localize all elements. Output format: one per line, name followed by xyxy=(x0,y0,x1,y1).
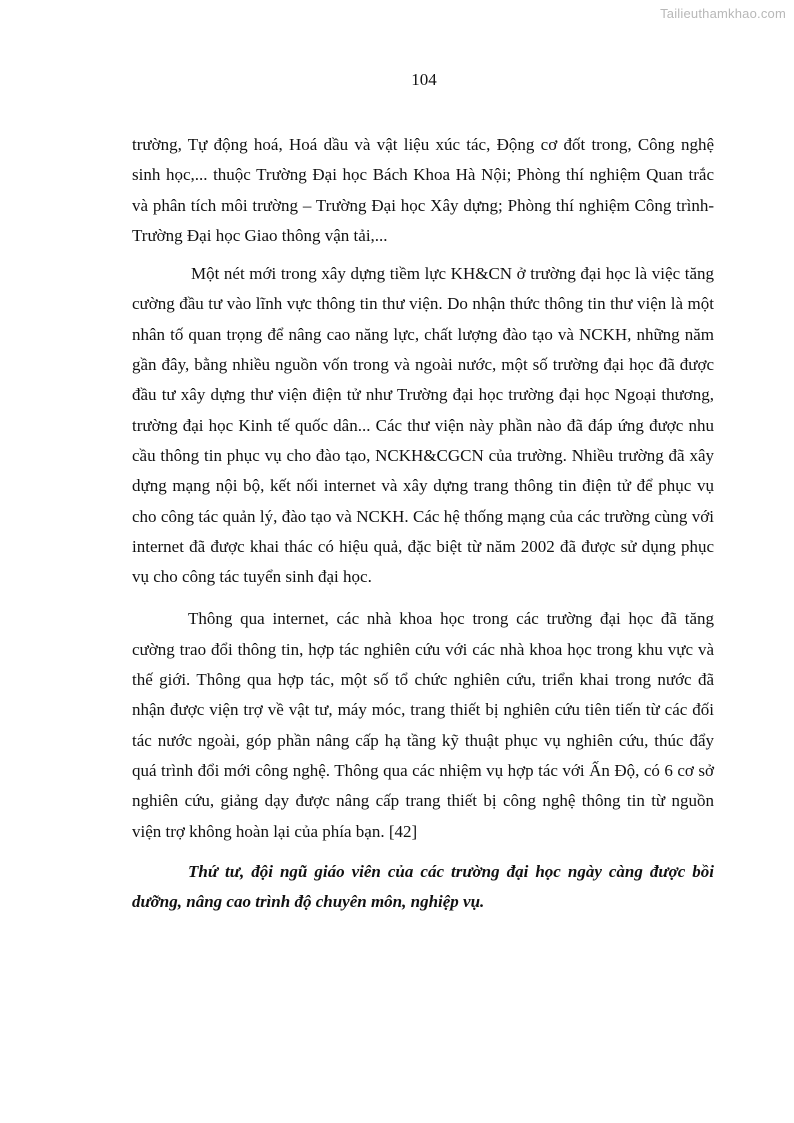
page-number: 104 xyxy=(411,70,437,89)
paragraph-continued: trường, Tự động hoá, Hoá dầu và vật liệu xúc tác, Động cơ đốt trong, Công nghệ sinh học,... thuộc Trường Đại học Bách Khoa Hà Nội; Phòng thí nghiệm Quan trắc và phân tích môi trường – Trường Đại học Xây dựng; Phòng thí nghiệm Công trình- Trường Đại học Giao thông vận tải,... xyxy=(132,135,714,245)
paragraph-internet-cooperation: Thông qua internet, các nhà khoa học trong các trường đại học đã tăng cường trao đổi thông tin, hợp tác nghiên cứu với các nhà khoa học trong khu vực và thế giới. Thông qua hợp tác, một số tổ chức nghiên cứu, triển khai trong nước đã nhận được viện trợ về vật tư, máy móc, trang thiết bị nghiên cứu tiên tiến từ các đối tác nước ngoài, góp phần nâng cấp hạ tầng kỹ thuật phục vụ nghiên cứu, thúc đẩy quá trình đổi mới công nghệ. Thông qua các nhiệm vụ hợp tác với Ấn Độ, có 6 cơ sở nghiên cứu, giảng dạy được nâng cấp trang thiết bị công nghệ thông tin từ nguồn viện trợ không hoàn lại của phía bạn. [42] xyxy=(132,609,714,841)
watermark-text: Tailieuthamkhao.com xyxy=(660,6,786,21)
document-body xyxy=(132,130,714,917)
section-heading: Thứ tư, đội ngũ giáo viên của các trường đại học ngày càng được bồi dưỡng, nâng cao trình độ chuyên môn, nghiệp vụ. xyxy=(132,861,714,912)
paragraph-library-investment: Một nét mới trong xây dựng tiềm lực KH&CN ở trường đại học là việc tăng cường đầu tư vào lĩnh vực thông tin thư viện. Do nhận thức thông tin thư viện là một nhân tố quan trọng để nâng cao năng lực, chất lượng đào tạo và NCKH, những năm gần đây, bằng nhiều nguồn vốn trong và ngoài nước, một số trường đại học đã được đầu tư xây dựng thư viện điện tử như Trường đại học trường đại học Ngoại thương, trường đại học Kinh tế quốc dân... Các thư viện này phần nào đã đáp ứng được nhu cầu thông tin phục vụ cho đào tạo, NCKH&CGCN của trường. Nhiều trường đã xây dựng mạng nội bộ, kết nối internet và xây dựng trang thông tin điện tử để phục vụ cho công tác quản lý, đào tạo và NCKH. Các hệ thống mạng của các trường cùng với internet đã được khai thác có hiệu quả, đặc biệt từ năm 2002 đã được sử dụng phục vụ cho công tác tuyển sinh đại học. xyxy=(132,264,714,587)
